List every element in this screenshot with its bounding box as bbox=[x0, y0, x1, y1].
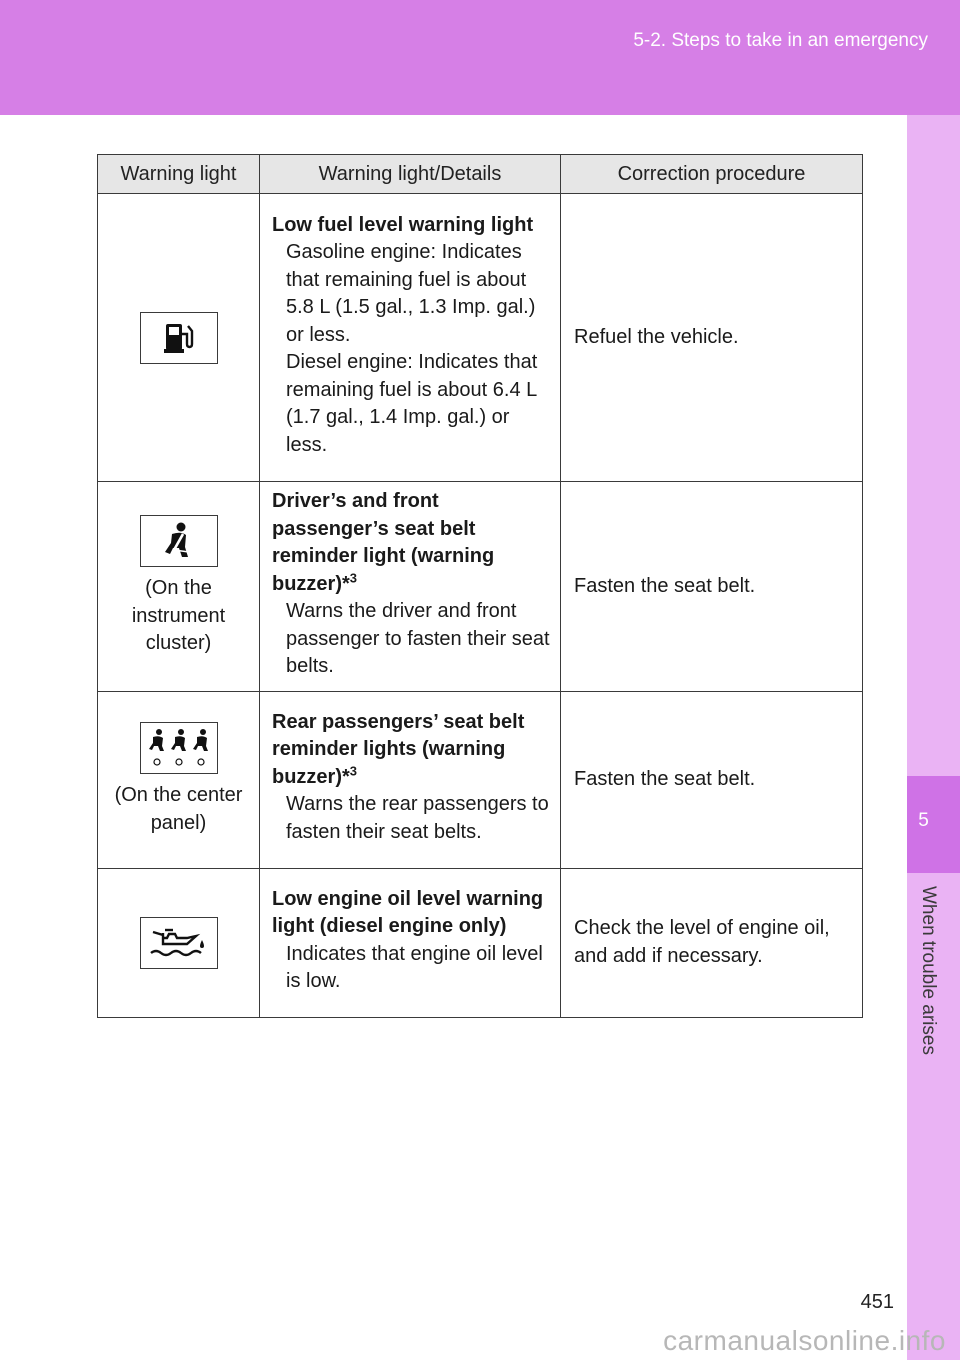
column-header-correction: Correction procedure bbox=[561, 155, 863, 194]
warning-light-cell bbox=[98, 194, 260, 482]
table-row bbox=[98, 691, 863, 868]
chapter-side-tab bbox=[907, 115, 960, 1360]
warning-details-diesel: Diesel engine: Indicates that remaining fuel is about 6.4 L (1.7 gal., 1.4 Imp. gal.) or less. bbox=[286, 351, 538, 456]
table-row bbox=[98, 194, 863, 482]
footnote-marker: 3 bbox=[349, 763, 358, 779]
warning-details: Warns the driver and front passenger to fasten their seat belts. bbox=[286, 600, 550, 677]
rear-seat-belts-icon bbox=[140, 722, 218, 774]
page-number: 451 bbox=[860, 1291, 894, 1313]
warning-light-cell bbox=[98, 691, 260, 868]
procedure-cell: Refuel the vehicle. bbox=[561, 194, 863, 482]
warning-light-table bbox=[97, 154, 863, 1018]
warning-title: Driver’s and front passenger’s seat belt reminder light (warning buzzer)*$^3$ bbox=[272, 490, 495, 595]
details-cell bbox=[260, 194, 561, 482]
oil-can-level-icon bbox=[140, 917, 218, 969]
page-header bbox=[0, 0, 960, 115]
details-cell bbox=[260, 691, 561, 868]
chapter-number: 5 bbox=[918, 810, 929, 831]
procedure-cell: Fasten the seat belt. bbox=[561, 691, 863, 868]
icon-location-note: (On the instrument cluster) bbox=[131, 577, 226, 654]
details-cell bbox=[260, 482, 561, 692]
warning-title: Low fuel level warning light bbox=[272, 213, 534, 236]
warning-light-cell bbox=[98, 868, 260, 1017]
section-title: 5-2. Steps to take in an emergency bbox=[633, 30, 928, 51]
warning-details: Indicates that engine oil level is low. bbox=[286, 942, 543, 992]
warning-title: Low engine oil level warning light (diesel engine only) bbox=[272, 887, 544, 937]
warning-title: Rear passengers’ seat belt reminder lights (warning buzzer)*$^3$ bbox=[272, 710, 525, 788]
chapter-title: When trouble arises bbox=[918, 886, 939, 1055]
table-row bbox=[98, 868, 863, 1017]
column-header-details: Warning light/Details bbox=[260, 155, 561, 194]
icon-location-note: (On the center panel) bbox=[114, 784, 243, 834]
footnote-marker: 3 bbox=[349, 569, 358, 585]
warning-details: Warns the rear passengers to fasten their seat belts. bbox=[286, 793, 549, 843]
details-cell bbox=[260, 868, 561, 1017]
procedure-cell: Check the level of engine oil, and add if necessary. bbox=[561, 868, 863, 1017]
fuel-pump-icon bbox=[140, 312, 218, 364]
warning-light-cell bbox=[98, 482, 260, 692]
warning-details: Gasoline engine: Indicates that remaining fuel is about 5.8 L (1.5 gal., 1.3 Imp. gal.) or less. bbox=[286, 241, 536, 346]
procedure-cell: Fasten the seat belt. bbox=[561, 482, 863, 692]
watermark: carmanualsonline.info bbox=[663, 1325, 946, 1356]
column-header-warning-light: Warning light bbox=[98, 155, 260, 194]
seat-belt-icon bbox=[140, 515, 218, 567]
table-header-row bbox=[98, 155, 863, 194]
table-row bbox=[98, 482, 863, 692]
